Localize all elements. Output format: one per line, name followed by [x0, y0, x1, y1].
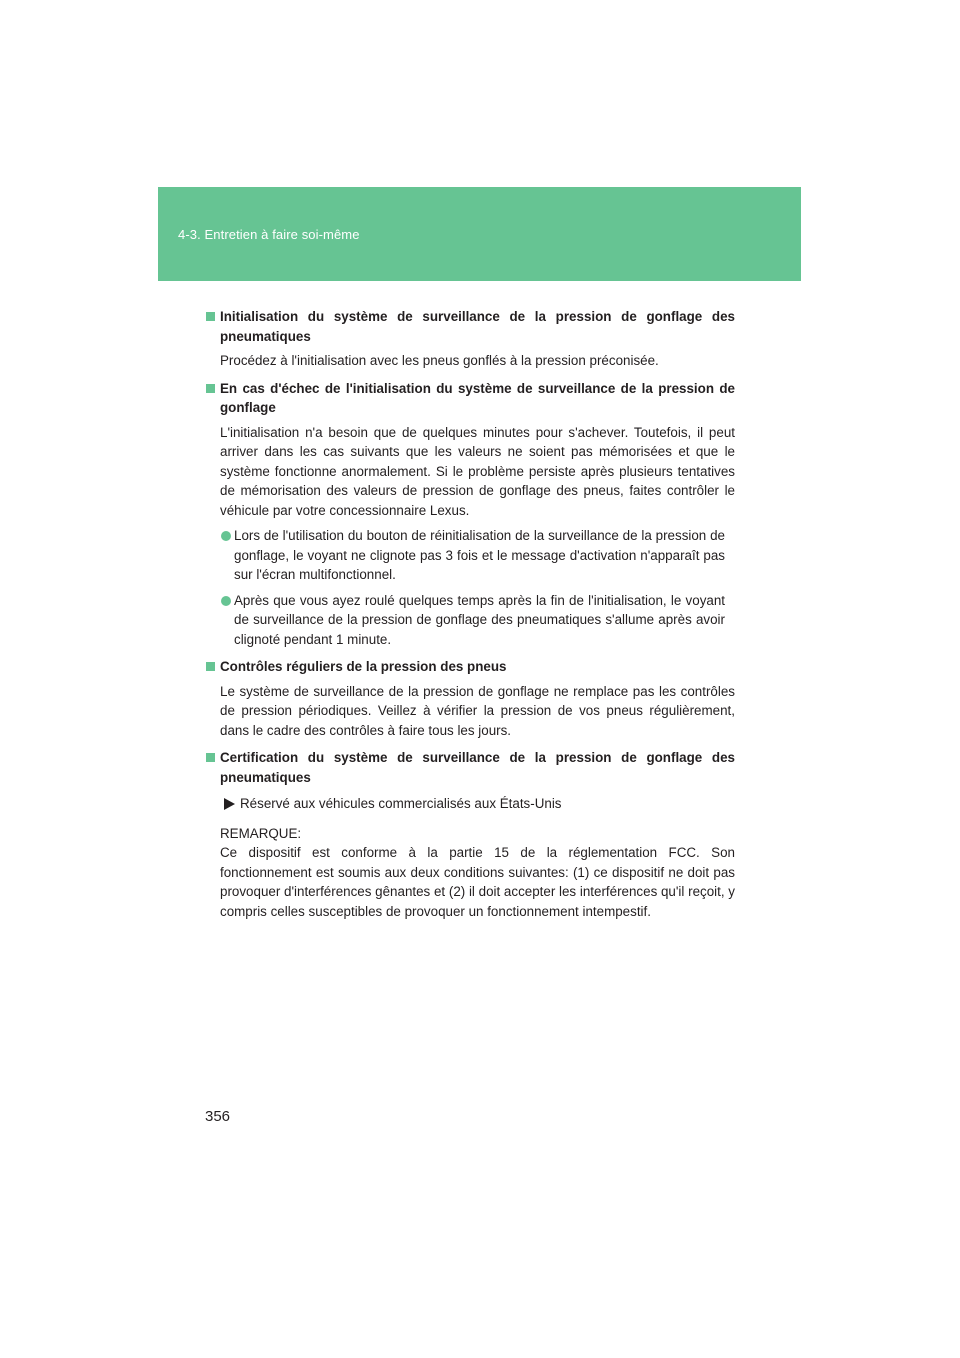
section-certification [206, 748, 735, 921]
section-body: Le système de surveillance de la pression de gonflage ne remplace pas les contrôles de pression périodiques. Veillez à vérifier la pression de vos pneus régulièrement, dans le cadre des contrôles à faire tous les jours. [220, 683, 735, 738]
circle-bullet-icon [221, 531, 231, 541]
section-body: Procédez à l'initialisation avec les pneus gonflés à la pression préconisée. [220, 353, 659, 368]
section-initialisation [206, 307, 735, 371]
section-heading: Initialisation du système de surveillance de la pression de gonflage des pneumatiques [206, 307, 735, 346]
page-content [206, 307, 735, 929]
remark-body: Ce dispositif est conforme à la partie 15 de la réglementation FCC. Son fonctionnement est soumis aux deux conditions suivantes: (1) ce dispositif ne doit pas provoquer d'interférences gênantes et (2) il doit accepter les interférences qu'il reçoit, y compris celles susceptibles de provoquer un fonctionnement intempestif. [220, 845, 735, 919]
square-bullet-icon [206, 662, 215, 671]
chapter-title: 4-3. Entretien à faire soi-même [178, 227, 360, 242]
page-number: 356 [205, 1108, 231, 1125]
square-bullet-icon [206, 312, 215, 321]
list-item: Lors de l'utilisation du bouton de réinitialisation de la surveillance de la pression de gonflage, le voyant ne clignote pas 3 fois et le message d'activation n'apparaît pas sur l'écran multifonctionnel. [206, 526, 735, 585]
square-bullet-icon [206, 753, 215, 762]
remark-title: REMARQUE: [220, 825, 302, 841]
circle-bullet-icon [221, 596, 231, 606]
square-bullet-icon [206, 384, 215, 393]
triangle-arrow-icon [224, 798, 235, 810]
chapter-header-band [158, 187, 801, 281]
section-heading: En cas d'échec de l'initialisation du système de surveillance de la pression de gonflage [206, 379, 735, 418]
section-heading: Certification du système de surveillance de la pression de gonflage des pneumatiques [206, 748, 735, 787]
section-body: L'initialisation n'a besoin que de quelques minutes pour s'achever. Toutefois, il peut arriver dans les cas suivants que les valeurs ne soient pas mémorisées et que le système fonctionne anormalement. Si le problème persiste après plusieurs tentatives de mémorisation des valeurs de pression de gonflage des pneus, faites contrôler le véhicule par votre concessionnaire Lexus. [220, 424, 735, 518]
section-controles-reguliers [206, 657, 735, 740]
list-item: Après que vous ayez roulé quelques temps après la fin de l'initialisation, le voyant de surveillance de la pression de gonflage des pneumatiques s'allume après avoir clignoté pendant 1 minute. [206, 591, 735, 650]
arrow-note: Réservé aux véhicules commercialisés aux États-Unis [206, 794, 735, 814]
section-heading: Contrôles réguliers de la pression des pneus [206, 657, 735, 677]
section-echec-initialisation [206, 379, 735, 650]
